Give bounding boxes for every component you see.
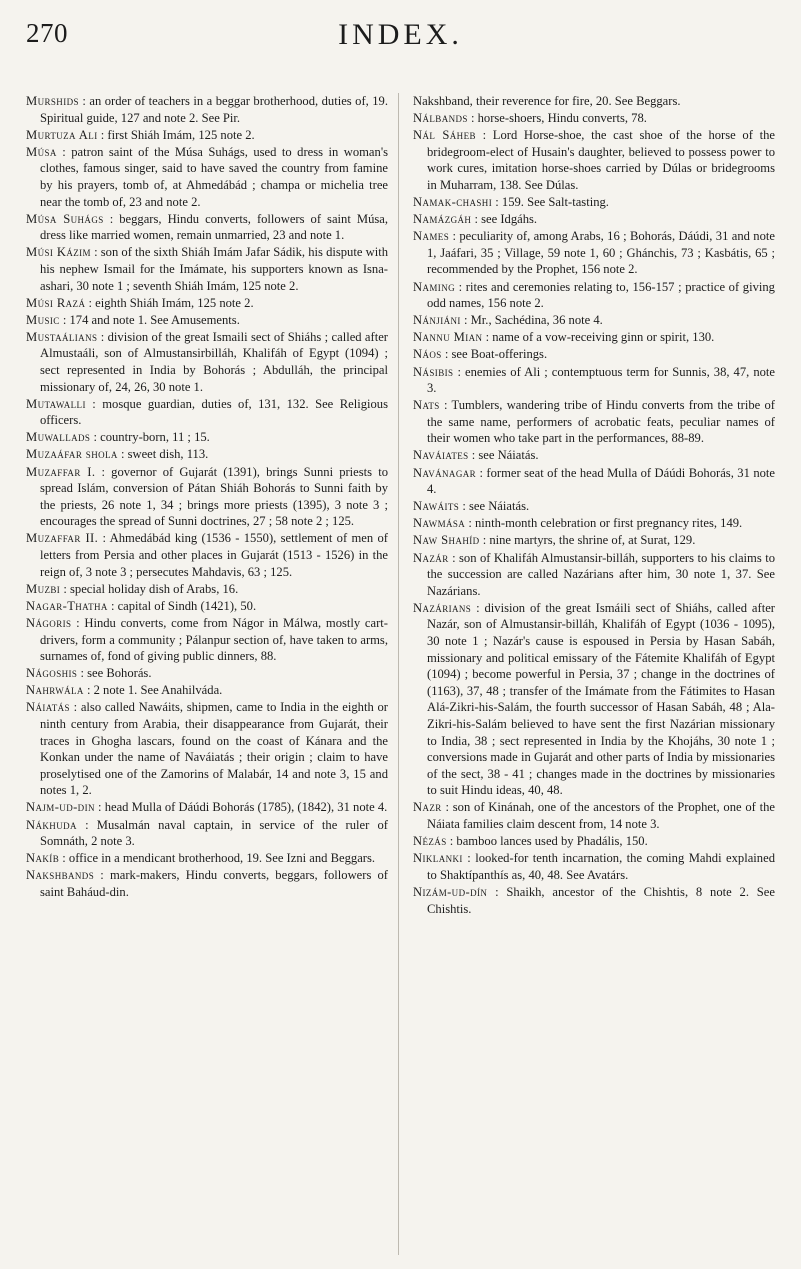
index-entry [413, 447, 775, 464]
entry-text: : see Bohorás. [80, 666, 152, 681]
entry-headword: Muzaffar I. [26, 464, 96, 479]
entry-text: : see Náiatás. [471, 448, 539, 463]
entry-headword: Mutawalli [26, 396, 86, 411]
entry-headword: Músi Razá [26, 295, 86, 310]
index-entry [26, 295, 388, 312]
index-entry [413, 110, 775, 127]
index-entry [413, 194, 775, 211]
index-entry [413, 515, 775, 532]
entry-text: : governor of Gujarát (1391), brings Sunni priests to spread Islám, conversion of Pátan Shiáh Bohorás to Sunni faith by the priests, 26 note 1, 34 ; brings more priests (1395), 3 note 3 ; encourages the spread of Sunni doctrines, 27 ; 58 note 2 ; 125. [40, 464, 388, 529]
entry-text: : rites and ceremonies relating to, 156-157 ; practice of giving odd names, 156 note 2. [427, 279, 775, 311]
entry-headword: Nazr [413, 800, 442, 815]
entry-headword: Nazár [413, 550, 449, 565]
entry-text: : horse-shoers, Hindu converts, 78. [470, 111, 647, 126]
entry-headword: Najm-ud-din [26, 800, 95, 815]
index-entry [26, 93, 388, 126]
index-columns [26, 93, 775, 1255]
entry-text: : sweet dish, 113. [120, 447, 209, 462]
entry-text: : ninth-month celebration or first pregnancy rites, 149. [468, 516, 743, 531]
index-entry [26, 429, 388, 446]
entry-headword: Nizám-ud-dín [413, 884, 488, 899]
entry-headword: Nawmása [413, 516, 466, 531]
index-entry [26, 312, 388, 329]
index-entry [413, 465, 775, 498]
entry-text: : special holiday dish of Arabs, 16. [63, 581, 239, 596]
entry-text: : division of the great Ismaili sect of Shiáhs ; called after Almustaáli, son of Almustansirbilláh, Khalifáh of Egypt (1094) ; sect represented in India by Bohorás ; Abdulláh, the principal missionary of, 24, 26, 30 note 1. [40, 329, 388, 394]
entry-headword: Music [26, 312, 60, 327]
index-entry [413, 127, 775, 193]
entry-text: : bamboo lances used by Phadális, 150. [449, 834, 648, 849]
entry-text: : son of Kinánah, one of the ancestors of the Prophet, one of the Náiata families claim descent from, 14 note 3. [427, 800, 775, 832]
entry-headword: Nats [413, 398, 440, 413]
entry-headword: Muzbi [26, 581, 61, 596]
entry-headword: Muzaáfar shola [26, 447, 118, 462]
entry-headword: Muzaffar II. [26, 531, 99, 546]
entry-headword: Nánjiáni [413, 313, 461, 328]
index-entry [413, 884, 775, 917]
index-entry [413, 397, 775, 447]
entry-text: : an order of teachers in a beggar brotherhood, duties of, 19. Spiritual guide, 127 and note 2. See Pir. [40, 94, 388, 125]
index-entry [26, 396, 388, 429]
entry-headword: Namak-chashi [413, 195, 493, 210]
index-entry [26, 581, 388, 598]
entry-headword: Mustaálians [26, 329, 98, 344]
entry-text: : nine martyrs, the shrine of, at Surat, 129. [482, 533, 696, 548]
entry-text: : head Mulla of Dáúdi Bohorás (1785), (1842), 31 note 4. [98, 800, 388, 815]
entry-headword: Muwallads [26, 430, 91, 445]
entry-text: : former seat of the head Mulla of Dáúdi Bohorás, 31 note 4. [427, 465, 775, 497]
entry-headword: Naw Shahíd [413, 533, 480, 548]
entry-text: : office in a mendicant brotherhood, 19. See Izni and Beggars. [62, 851, 376, 866]
entry-text: : Mr., Sachédina, 36 note 4. [463, 313, 603, 328]
index-entry [26, 446, 388, 463]
entry-headword: Náiatás [26, 700, 70, 715]
entry-text: : country-born, 11 ; 15. [93, 430, 210, 445]
entry-headword: Nannu Mian [413, 330, 483, 345]
entry-text: : peculiarity of, among Arabs, 16 ; Bohorás, Dáúdi, 31 and note 1, Jaáfari, 35 ; Village, 59 note 1, 60 ; Ghánchis, 73 ; Kasbátis, 65 ; recommended by the Prophet, 156 note 2. [427, 229, 775, 277]
running-title: INDEX. [338, 18, 463, 51]
index-entry [413, 93, 775, 110]
entry-headword: Násibis [413, 364, 454, 379]
page-header [26, 18, 775, 68]
entry-headword: Nagar-Thatha [26, 598, 108, 613]
entry-headword: Naming [413, 279, 455, 294]
entry-text: : son of the sixth Shiáh Imám Jafar Sádik, his dispute with his nephew Ismail for the Imámate, his supporters known as Isna-ashari, 30 note 1 ; seventh Shiáh Imám, 125 note 2. [40, 245, 388, 293]
index-entry [413, 312, 775, 329]
index-entry [413, 600, 775, 799]
entry-text: : Lord Horse-shoe, the cast shoe of the horse of the bridegroom-elect of Husain's daughter, believed to possess power to work cures, imitation horse-shoes carried by Dúlas or bridegrooms in Muharram, 138. See Dúlas. [427, 128, 775, 192]
index-entry [26, 464, 388, 530]
entry-text: : looked-for tenth incarnation, the coming Mahdi explained to Shaktípanthís as, 40, 48. See Avatárs. [427, 851, 775, 882]
index-entry [413, 329, 775, 346]
entry-text: : 159. See Salt-tasting. [495, 195, 609, 210]
entry-text: : Hindu converts, come from Nágor in Málwa, mostly cart-drivers, form a community ; Pálanpur section of, have taken to arms, surnames of, fond of giving public dinners, 88. [40, 615, 388, 664]
entry-text: : Musalmán naval captain, in service of the ruler of Somnáth, 2 note 3. [40, 817, 388, 849]
entry-text: Nakshband, their reverence for fire, 20. See Beggars. [413, 94, 681, 108]
index-entry [413, 364, 775, 397]
index-entry [413, 498, 775, 515]
entry-text: : 2 note 1. See Anahilváda. [86, 683, 223, 698]
index-entry [26, 665, 388, 682]
entry-headword: Náos [413, 347, 442, 362]
entry-headword: Músa [26, 144, 57, 159]
entry-text: : see Idgáhs. [474, 212, 538, 227]
entry-headword: Nawáits [413, 499, 460, 514]
entry-text: : name of a vow-receiving ginn or spirit, 130. [485, 330, 715, 345]
right-column [398, 93, 775, 1255]
entry-headword: Niklanki [413, 851, 463, 866]
index-entry [26, 127, 388, 144]
entry-headword: Naváiates [413, 448, 469, 463]
entry-text: : also called Nawáits, shipmen, came to India in the eighth or ninth century from Arabia, their disappearance from Gujarát, their traces in Ghogha lascars, found on the coast of Kánara and the Konkan under the name of Naváiatás ; their origin ; claim to have proselytised one of the Zamorins of Malabár, 14 and note 3, 15 and notes 1, 2. [40, 700, 388, 798]
entry-text: : see Náiatás. [462, 499, 530, 514]
entry-text: : mark-makers, Hindu converts, beggars, followers of saint Baháud-din. [40, 868, 389, 899]
entry-text: : son of Khalifáh Almustansir-billáh, supporters to his claims to the succession are called Nazárians after him, 30 note 1, 37. See Nazárians. [427, 550, 775, 598]
entry-headword: Navánagar [413, 465, 477, 480]
entry-headword: Nákhuda [26, 817, 77, 832]
index-entry [413, 550, 775, 600]
entry-text: : Shaikh, ancestor of the Chishtis, 8 note 2. See Chishtis. [427, 884, 775, 916]
entry-headword: Nézás [413, 834, 447, 849]
entry-headword: Nál Sáheb [413, 128, 476, 143]
index-entry [413, 279, 775, 312]
entry-text: : mosque guardian, duties of, 131, 132. See Religious officers. [40, 396, 388, 428]
index-entry [413, 799, 775, 832]
entry-headword: Nágoshis [26, 666, 78, 681]
entry-headword: Murshids [26, 94, 79, 108]
index-entry [413, 532, 775, 549]
entry-headword: Nálbands [413, 111, 468, 126]
entry-headword: Namázgáh [413, 212, 472, 227]
entry-headword: Nakíb [26, 851, 60, 866]
index-entry [413, 850, 775, 883]
index-entry [26, 682, 388, 699]
index-entry [26, 615, 388, 665]
index-entry [26, 329, 388, 395]
entry-headword: Nágoris [26, 615, 72, 630]
index-entry [26, 144, 388, 210]
index-entry [413, 833, 775, 850]
index-entry [413, 211, 775, 228]
index-entry [26, 817, 388, 850]
index-entry [26, 850, 388, 867]
entry-text: : Ahmedábád king (1536 - 1550), settlement of men of letters from Persia and other places in Gujarát (1513 - 1526) in the reign of, 3 note 3 ; persecutes Mahdavis, 63 ; 125. [40, 531, 388, 579]
index-entry [26, 799, 388, 816]
index-entry [26, 211, 388, 244]
entry-text: : see Boat-offerings. [444, 347, 548, 362]
entry-text: : 174 and note 1. See Amusements. [62, 312, 240, 327]
index-entry [26, 530, 388, 580]
index-entry [26, 244, 388, 294]
index-entry [413, 228, 775, 278]
entry-headword: Nakshbands [26, 868, 95, 883]
entry-headword: Murtuza Ali [26, 127, 98, 142]
entry-headword: Músa Suhágs [26, 211, 104, 226]
entry-text: : patron saint of the Músa Suhágs, used to dress in woman's clothes, famous singer, said to have saved the country from famine by his prayers, tomb of, at Ahmedábád ; champa or michelia tree near the tomb of, 23 and note 2. [40, 144, 388, 209]
left-column [26, 93, 398, 1255]
index-entry [413, 346, 775, 363]
entry-headword: Nahrwála [26, 683, 84, 698]
entry-text: : capital of Sindh (1421), 50. [110, 598, 257, 613]
entry-headword: Names [413, 229, 450, 244]
index-entry [26, 699, 388, 799]
entry-text: : beggars, Hindu converts, followers of saint Músa, dress like married women, remain unmarried, 23 and note 1. [40, 211, 389, 243]
entry-headword: Nazárians [413, 600, 472, 615]
index-entry [26, 867, 388, 900]
entry-text: : division of the great Ismáili sect of Shiáhs, called after Nazár, son of Almustansir-billáh, Khalifáh of Egypt (1036 - 1095), 30 note 1 ; Nazár's cause is espoused in Persia by Hasan Sabáh, missionary and political emissary of the Fátemite Khalifáh of Egypt (1094) ; become powerful in Persia, 37 ; change in the doctrines of (1163), 37, 48 ; transfer of the Imámate from the Fátimites to Hasan Alá-Zikri-his-Salám, the fourth successor of Hasan Sabáh, 48 ; Ala-Zikri-his-Salám believed to have sent the first Nazárian missionary to India, 38 ; sect represented in India by the Khojáhs, 30 note 1 ; conversions made in Gujarát and other parts of India by missionaries of the sect, 38 - 41 ; changes made in the doctrines by missionaries to suit Hindu ideas, 40, 48. [427, 600, 775, 798]
index-entry [26, 598, 388, 615]
entry-text: : enemies of Ali ; contemptuous term for Sunnis, 38, 47, note 3. [427, 364, 775, 396]
entry-text: : first Shiáh Imám, 125 note 2. [100, 127, 255, 142]
page-number: 270 [26, 18, 68, 48]
entry-text: : Tumblers, wandering tribe of Hindu converts from the tribe of the same name, performers of acrobatic feats, peculiar names of their women who take part in the performances, 88-89. [427, 398, 775, 446]
entry-headword: Músi Kázim [26, 245, 91, 260]
entry-text: : eighth Shiáh Imám, 125 note 2. [88, 295, 254, 310]
